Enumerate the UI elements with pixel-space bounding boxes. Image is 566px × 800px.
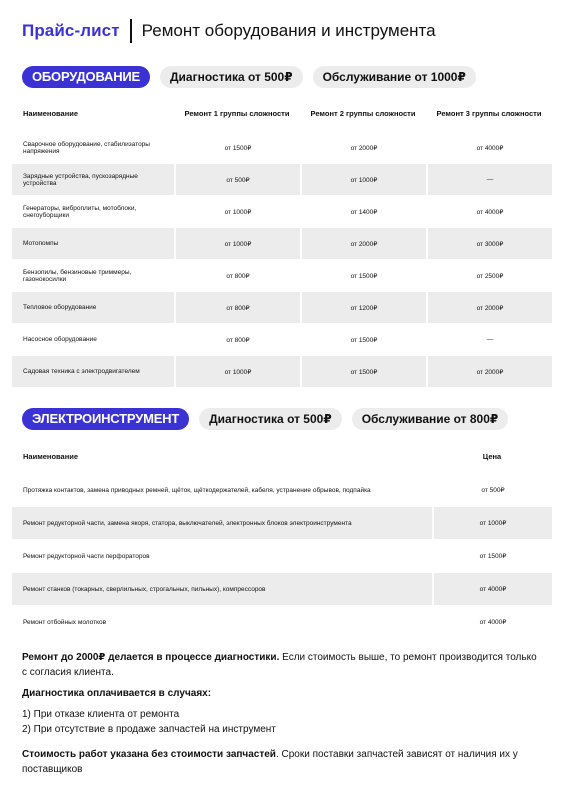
note-diagnostics-case-1: 1) При отказе клиента от ремонта [22, 709, 180, 720]
group2-price-cell: от 1500₽ [300, 356, 426, 387]
tools-table-body [12, 474, 552, 638]
column-header-group1: Ремонт 1 группы сложности [184, 109, 290, 119]
equipment-service-badge: Обслуживание от 1000₽ [313, 66, 476, 88]
column-header-group2: Ремонт 2 группы сложности [310, 109, 416, 119]
group1-price-cell: от 800₽ [174, 260, 300, 291]
equipment-diagnostics-badge: Диагностика от 500₽ [160, 66, 303, 88]
group3-price-cell: от 4000₽ [426, 132, 552, 163]
table-row [12, 260, 552, 291]
tools-section-bar [22, 408, 508, 430]
note-diagnostics-case-2: 2) При отсутствие в продаже запчастей на инструмент [22, 724, 276, 735]
table-row [12, 606, 552, 638]
group2-price-cell: от 1500₽ [300, 260, 426, 291]
group2-price-cell: от 1400₽ [300, 196, 426, 227]
equipment-table-body [12, 132, 552, 387]
service-name-cell: Протяжка контактов, замена приводных ремней, щёток, щёткодержателей, кабеля, устранение обрывов, подпайка [23, 486, 371, 494]
page-header [22, 18, 436, 44]
column-header-price: Цена [482, 452, 502, 462]
equipment-name-cell: Зарядные устройства, пускозарядные устройства [12, 164, 174, 195]
table-row [12, 507, 552, 539]
tools-diagnostics-badge: Диагностика от 500₽ [199, 408, 342, 430]
page-title: Ремонт оборудования и инструмента [141, 21, 436, 40]
group3-price-cell: от 3000₽ [426, 228, 552, 259]
equipment-table [12, 96, 552, 388]
equipment-name-cell: Генераторы, виброплиты, мотоблоки, снегоуборщики [23, 204, 137, 219]
service-price-cell: от 1500₽ [432, 540, 552, 572]
group1-price-cell: от 800₽ [174, 324, 300, 355]
table-row [12, 132, 552, 163]
group2-price-cell: от 2000₽ [300, 132, 426, 163]
header-divider [130, 19, 132, 43]
table-row [12, 196, 552, 227]
service-price-cell: от 1000₽ [432, 507, 552, 539]
group2-price-cell: от 2000₽ [300, 228, 426, 259]
group1-price-cell: от 1000₽ [174, 196, 300, 227]
table-row [12, 573, 552, 605]
table-row [12, 356, 552, 387]
equipment-name-cell: Сварочное оборудование, стабилизаторы напряжения [23, 140, 150, 155]
group1-price-cell: от 800₽ [174, 292, 300, 323]
tools-table [12, 440, 552, 639]
group3-price-cell: — [426, 164, 552, 195]
service-price-cell: от 4000₽ [432, 606, 552, 638]
group3-price-cell: — [426, 324, 552, 355]
column-header-name: Наименование [23, 109, 79, 119]
equipment-name-cell: Бензопилы, бензиновые триммеры, газонокосилки [23, 268, 132, 283]
equipment-section-label: ОБОРУДОВАНИЕ [22, 66, 150, 88]
note-parts-pricing: Стоимость работ указана без стоимости запчастей. Сроки поставки запчастей зависят от наличия их у поставщиков [22, 749, 518, 775]
table-row [12, 292, 552, 323]
table-row [12, 474, 552, 506]
group3-price-cell: от 2000₽ [426, 356, 552, 387]
group3-price-cell: от 2000₽ [426, 292, 552, 323]
tools-table-header [12, 440, 552, 474]
group2-price-cell: от 1200₽ [300, 292, 426, 323]
equipment-section-bar [22, 66, 476, 88]
tools-section-label: ЭЛЕКТРОИНСТРУМЕНТ [22, 408, 189, 430]
group1-price-cell: от 1500₽ [174, 132, 300, 163]
equipment-name-cell: Садовая техника с электродвигателем [12, 356, 174, 387]
equipment-table-header [12, 96, 552, 132]
note-repair-threshold: Ремонт до 2000₽ делается в процессе диагностики. Если стоимость выше, то ремонт производится только с согласия клиента. [22, 652, 537, 678]
service-name-cell: Ремонт отбойных молотков [23, 618, 107, 626]
equipment-name-cell: Мотопомпы [12, 228, 174, 259]
service-price-cell: от 4000₽ [432, 573, 552, 605]
group1-price-cell: от 1000₽ [174, 356, 300, 387]
group1-price-cell: от 500₽ [174, 164, 300, 195]
table-row [12, 164, 552, 195]
service-name-cell: Ремонт редукторной части, замена якоря, статора, выключателей, электронных блоков электроинструмента [12, 507, 432, 539]
equipment-name-cell: Насосное оборудование [23, 336, 97, 343]
group2-price-cell: от 1000₽ [300, 164, 426, 195]
tools-service-badge: Обслуживание от 800₽ [352, 408, 509, 430]
table-row [12, 324, 552, 355]
column-header-name: Наименование [23, 452, 79, 462]
group3-price-cell: от 2500₽ [426, 260, 552, 291]
notes-block [22, 650, 542, 777]
service-name-cell: Ремонт станков (токарных, сверлильных, строгальных, пильных), компрессоров [12, 573, 432, 605]
service-name-cell: Ремонт редукторной части перфораторов [23, 552, 150, 560]
brand-title: Прайс-лист [22, 21, 120, 40]
equipment-name-cell: Тепловое оборудование [12, 292, 174, 323]
service-price-cell: от 500₽ [432, 474, 552, 506]
group3-price-cell: от 4000₽ [426, 196, 552, 227]
group2-price-cell: от 1500₽ [300, 324, 426, 355]
table-row [12, 228, 552, 259]
table-row [12, 540, 552, 572]
column-header-group3: Ремонт 3 группы сложности [436, 109, 542, 119]
note-diagnostics-title: Диагностика оплачивается в случаях: [22, 688, 212, 699]
group1-price-cell: от 1000₽ [174, 228, 300, 259]
